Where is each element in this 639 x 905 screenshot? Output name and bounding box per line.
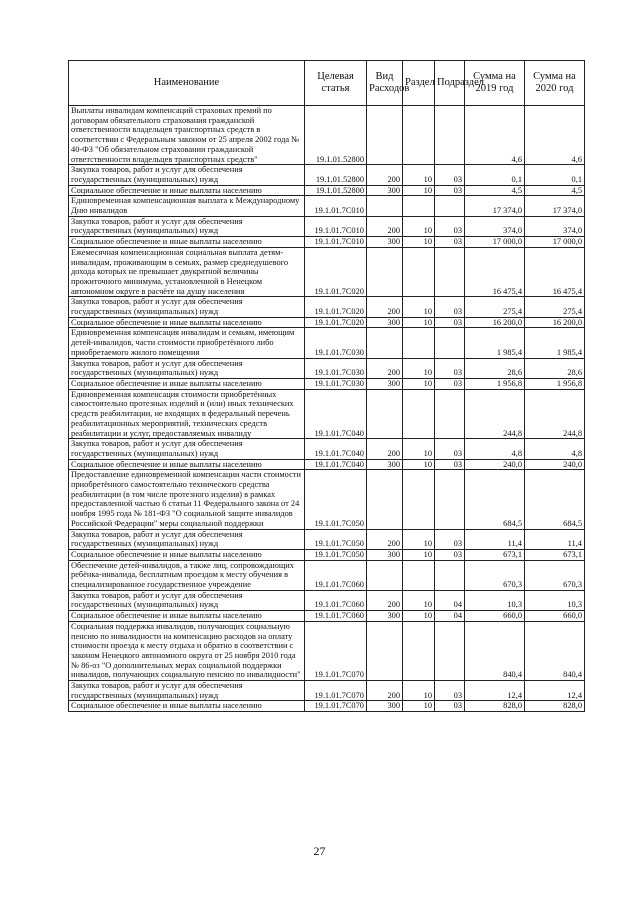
cell-sum-2019: 11,4	[465, 529, 525, 549]
cell-target: 19.1.01.7С020	[305, 247, 367, 297]
table-row	[69, 358, 585, 378]
cell-vid: 300	[367, 378, 403, 389]
cell-vid: 200	[367, 297, 403, 317]
cell-razdel: 10	[403, 317, 435, 328]
cell-sum-2020: 28,6	[525, 358, 585, 378]
cell-razdel: 10	[403, 237, 435, 248]
cell-name: Единовременная компенсация стоимости приобретённых самостоятельно протезных изделий и (или) иных технических средств реабилитации, не входящих в федеральный перечень реабилитационных мероприятий, технических средств реабилитации и услуг, предоставляемых инвалиду	[69, 389, 305, 439]
table-body	[69, 106, 585, 712]
cell-podrazdel: 04	[435, 611, 465, 622]
cell-vid: 300	[367, 611, 403, 622]
cell-podrazdel: 03	[435, 297, 465, 317]
cell-sum-2020: 684,5	[525, 470, 585, 529]
cell-target: 19.1.01.7С050	[305, 470, 367, 529]
cell-podrazdel: 03	[435, 681, 465, 701]
cell-name: Социальное обеспечение и иные выплаты населению	[69, 378, 305, 389]
cell-vid	[367, 247, 403, 297]
cell-podrazdel	[435, 389, 465, 439]
cell-podrazdel	[435, 328, 465, 358]
cell-name: Закупка товаров, работ и услуг для обеспечения государственных (муниципальных) нужд	[69, 681, 305, 701]
cell-name: Закупка товаров, работ и услуг для обеспечения государственных (муниципальных) нужд	[69, 165, 305, 185]
cell-vid: 300	[367, 185, 403, 196]
cell-razdel: 10	[403, 358, 435, 378]
cell-vid	[367, 106, 403, 165]
table-row	[69, 470, 585, 529]
table-row	[69, 549, 585, 560]
cell-razdel	[403, 247, 435, 297]
cell-sum-2019: 244,8	[465, 389, 525, 439]
cell-razdel: 10	[403, 529, 435, 549]
header-name: Наименование	[69, 61, 305, 106]
cell-target: 19.1.01.7С030	[305, 328, 367, 358]
header-vid: Вид Расходов	[367, 61, 403, 106]
cell-vid: 300	[367, 317, 403, 328]
cell-target: 19.1.01.7С070	[305, 701, 367, 712]
cell-razdel: 10	[403, 185, 435, 196]
cell-razdel: 10	[403, 459, 435, 470]
cell-vid: 200	[367, 681, 403, 701]
cell-sum-2019: 4,8	[465, 439, 525, 459]
cell-target: 19.1.01.52800	[305, 185, 367, 196]
cell-sum-2019: 240,0	[465, 459, 525, 470]
cell-sum-2020: 16 200,0	[525, 317, 585, 328]
table-row	[69, 560, 585, 590]
cell-target: 19.1.01.7С070	[305, 621, 367, 680]
cell-razdel	[403, 470, 435, 529]
cell-razdel	[403, 389, 435, 439]
cell-vid	[367, 389, 403, 439]
cell-razdel: 10	[403, 439, 435, 459]
cell-sum-2019: 16 475,4	[465, 247, 525, 297]
document-page	[68, 60, 584, 712]
cell-razdel	[403, 328, 435, 358]
cell-target: 19.1.01.7С010	[305, 237, 367, 248]
cell-sum-2020: 240,0	[525, 459, 585, 470]
cell-target: 19.1.01.7С040	[305, 459, 367, 470]
table-row	[69, 328, 585, 358]
cell-sum-2020: 374,0	[525, 216, 585, 236]
cell-sum-2020: 4,8	[525, 439, 585, 459]
cell-razdel	[403, 106, 435, 165]
cell-target: 19.1.01.52800	[305, 106, 367, 165]
table-row	[69, 459, 585, 470]
cell-name: Социальное обеспечение и иные выплаты населению	[69, 185, 305, 196]
cell-vid: 300	[367, 549, 403, 560]
cell-sum-2019: 12,4	[465, 681, 525, 701]
cell-razdel: 10	[403, 297, 435, 317]
table-row	[69, 590, 585, 610]
cell-name: Социальное обеспечение и иные выплаты населению	[69, 237, 305, 248]
table-row	[69, 317, 585, 328]
cell-sum-2020: 1 956,8	[525, 378, 585, 389]
cell-name: Закупка товаров, работ и услуг для обеспечения государственных (муниципальных) нужд	[69, 216, 305, 236]
header-sum-2020: Сумма на 2020 год	[525, 61, 585, 106]
table-row	[69, 611, 585, 622]
cell-podrazdel	[435, 247, 465, 297]
cell-vid: 200	[367, 216, 403, 236]
cell-sum-2020: 4,6	[525, 106, 585, 165]
table-header-row	[69, 61, 585, 106]
budget-table	[68, 60, 585, 712]
cell-razdel: 10	[403, 378, 435, 389]
table-row	[69, 297, 585, 317]
cell-sum-2020: 10,3	[525, 590, 585, 610]
cell-podrazdel: 03	[435, 378, 465, 389]
cell-target: 19.1.01.7С060	[305, 560, 367, 590]
cell-target: 19.1.01.7С010	[305, 216, 367, 236]
cell-target: 19.1.01.7С030	[305, 378, 367, 389]
cell-target: 19.1.01.52800	[305, 165, 367, 185]
cell-target: 19.1.01.7С050	[305, 549, 367, 560]
table-row	[69, 378, 585, 389]
cell-sum-2019: 4,5	[465, 185, 525, 196]
cell-sum-2020: 17 374,0	[525, 196, 585, 216]
cell-name: Социальное обеспечение и иные выплаты населению	[69, 549, 305, 560]
cell-podrazdel: 03	[435, 358, 465, 378]
cell-razdel: 10	[403, 701, 435, 712]
cell-vid: 300	[367, 237, 403, 248]
table-row	[69, 621, 585, 680]
cell-vid	[367, 560, 403, 590]
cell-name: Единовременная компенсация инвалидам и семьям, имеющим детей-инвалидов, части стоимости приобретённого либо приобретаемого жилого помещения	[69, 328, 305, 358]
cell-razdel: 10	[403, 681, 435, 701]
cell-name: Закупка товаров, работ и услуг для обеспечения государственных (муниципальных) нужд	[69, 439, 305, 459]
cell-razdel	[403, 560, 435, 590]
cell-sum-2019: 17 374,0	[465, 196, 525, 216]
cell-vid: 300	[367, 701, 403, 712]
cell-sum-2020: 16 475,4	[525, 247, 585, 297]
cell-target: 19.1.01.7С030	[305, 358, 367, 378]
cell-razdel	[403, 621, 435, 680]
cell-vid: 200	[367, 165, 403, 185]
cell-podrazdel: 03	[435, 216, 465, 236]
cell-sum-2019: 28,6	[465, 358, 525, 378]
cell-name: Социальная поддержка инвалидов, получающих социальную пенсию по инвалидности на компенсацию расходов на оплату стоимости проезда к месту отдыха и обратно в соответствии с законом Ненецкого автономного округа от 25 ноября 2010 года № 86-оз "О дополнительных мерах социальной поддержки инвалидов, получающих социальную пенсию по инвалидности"	[69, 621, 305, 680]
cell-sum-2019: 670,3	[465, 560, 525, 590]
cell-name: Единовременная компенсационная выплата к Международному Дню инвалидов	[69, 196, 305, 216]
cell-podrazdel: 03	[435, 237, 465, 248]
table-row	[69, 529, 585, 549]
cell-sum-2019: 0,1	[465, 165, 525, 185]
cell-name: Социальное обеспечение и иные выплаты населению	[69, 611, 305, 622]
cell-sum-2020: 660,0	[525, 611, 585, 622]
cell-name: Закупка товаров, работ и услуг для обеспечения государственных (муниципальных) нужд	[69, 590, 305, 610]
cell-vid	[367, 621, 403, 680]
cell-razdel: 10	[403, 590, 435, 610]
cell-podrazdel: 03	[435, 439, 465, 459]
cell-podrazdel: 04	[435, 590, 465, 610]
cell-sum-2019: 4,6	[465, 106, 525, 165]
cell-podrazdel	[435, 106, 465, 165]
cell-razdel: 10	[403, 611, 435, 622]
cell-sum-2019: 660,0	[465, 611, 525, 622]
cell-sum-2019: 17 000,0	[465, 237, 525, 248]
cell-sum-2019: 16 200,0	[465, 317, 525, 328]
cell-sum-2020: 0,1	[525, 165, 585, 185]
cell-name: Социальное обеспечение и иные выплаты населению	[69, 701, 305, 712]
table-row	[69, 681, 585, 701]
cell-podrazdel: 03	[435, 529, 465, 549]
cell-target: 19.1.01.7С060	[305, 611, 367, 622]
table-row	[69, 247, 585, 297]
cell-sum-2019: 828,0	[465, 701, 525, 712]
cell-vid	[367, 470, 403, 529]
cell-sum-2020: 11,4	[525, 529, 585, 549]
cell-name: Закупка товаров, работ и услуг для обеспечения государственных (муниципальных) нужд	[69, 358, 305, 378]
header-razdel: Раздел	[403, 61, 435, 106]
cell-sum-2019: 374,0	[465, 216, 525, 236]
cell-vid	[367, 328, 403, 358]
cell-podrazdel: 03	[435, 701, 465, 712]
cell-vid: 200	[367, 439, 403, 459]
cell-sum-2020: 670,3	[525, 560, 585, 590]
cell-podrazdel	[435, 196, 465, 216]
cell-target: 19.1.01.7С020	[305, 297, 367, 317]
cell-sum-2020: 275,4	[525, 297, 585, 317]
cell-razdel: 10	[403, 165, 435, 185]
table-row	[69, 185, 585, 196]
cell-sum-2020: 17 000,0	[525, 237, 585, 248]
cell-vid: 200	[367, 590, 403, 610]
cell-target: 19.1.01.7С010	[305, 196, 367, 216]
cell-target: 19.1.01.7С050	[305, 529, 367, 549]
table-row	[69, 165, 585, 185]
cell-vid	[367, 196, 403, 216]
cell-sum-2020: 828,0	[525, 701, 585, 712]
header-target: Целевая статья	[305, 61, 367, 106]
header-podrazdel: Подраздел	[435, 61, 465, 106]
table-row	[69, 237, 585, 248]
cell-podrazdel: 03	[435, 165, 465, 185]
table-row	[69, 216, 585, 236]
cell-podrazdel	[435, 621, 465, 680]
cell-name: Предоставление единовременной компенсации части стоимости приобретённого самостоятельно технического средства реабилитации (в том числе протезного изделия) в рамках предоставленной частью 6 статьи 11 Федерального закона от 24 ноября 1995 года № 181-ФЗ "О социальной защите инвалидов Российской Федерации" меры социальной поддержки	[69, 470, 305, 529]
cell-podrazdel: 03	[435, 459, 465, 470]
cell-sum-2019: 684,5	[465, 470, 525, 529]
cell-vid: 300	[367, 459, 403, 470]
cell-podrazdel: 03	[435, 317, 465, 328]
header-sum-2019: Сумма на 2019 год	[465, 61, 525, 106]
cell-sum-2019: 1 956,8	[465, 378, 525, 389]
cell-vid: 200	[367, 358, 403, 378]
cell-sum-2019: 840,4	[465, 621, 525, 680]
cell-name: Ежемесячная компенсационная социальная выплата детям-инвалидам, проживающим в семьях, размер среднедушевого дохода которых не превышает двукратной величины прожиточного минимума, установленной в Ненецком автономном округе в расчёте на душу населения	[69, 247, 305, 297]
table-row	[69, 106, 585, 165]
cell-sum-2019: 275,4	[465, 297, 525, 317]
cell-sum-2020: 4,5	[525, 185, 585, 196]
cell-name: Выплаты инвалидам компенсаций страховых премий по договорам обязательного страхования гражданской ответственности владельцев транспортных средств в соответствии с Федеральным законом от 25 апреля 2002 года № 40-ФЗ "Об обязательном страховании гражданской ответственности владельцев транспортных средств"	[69, 106, 305, 165]
cell-razdel: 10	[403, 549, 435, 560]
cell-target: 19.1.01.7С040	[305, 439, 367, 459]
cell-sum-2019: 1 985,4	[465, 328, 525, 358]
cell-podrazdel	[435, 470, 465, 529]
cell-sum-2020: 1 985,4	[525, 328, 585, 358]
cell-vid: 200	[367, 529, 403, 549]
cell-podrazdel: 03	[435, 549, 465, 560]
cell-sum-2020: 840,4	[525, 621, 585, 680]
cell-sum-2019: 10,3	[465, 590, 525, 610]
cell-name: Обеспечение детей-инвалидов, а также лиц, сопровождающих ребёнка-инвалида, бесплатным проездом к месту обучения в специализированное государственное учреждение	[69, 560, 305, 590]
page-number: 27	[313, 844, 326, 858]
cell-podrazdel	[435, 560, 465, 590]
cell-sum-2020: 12,4	[525, 681, 585, 701]
cell-razdel: 10	[403, 216, 435, 236]
cell-name: Закупка товаров, работ и услуг для обеспечения государственных (муниципальных) нужд	[69, 529, 305, 549]
cell-target: 19.1.01.7С020	[305, 317, 367, 328]
cell-target: 19.1.01.7С070	[305, 681, 367, 701]
table-row	[69, 439, 585, 459]
cell-name: Социальное обеспечение и иные выплаты населению	[69, 459, 305, 470]
cell-target: 19.1.01.7С040	[305, 389, 367, 439]
cell-sum-2020: 673,1	[525, 549, 585, 560]
cell-sum-2019: 673,1	[465, 549, 525, 560]
table-row	[69, 389, 585, 439]
table-row	[69, 701, 585, 712]
cell-target: 19.1.01.7С060	[305, 590, 367, 610]
cell-name: Социальное обеспечение и иные выплаты населению	[69, 317, 305, 328]
table-row	[69, 196, 585, 216]
cell-podrazdel: 03	[435, 185, 465, 196]
cell-razdel	[403, 196, 435, 216]
cell-sum-2020: 244,8	[525, 389, 585, 439]
cell-name: Закупка товаров, работ и услуг для обеспечения государственных (муниципальных) нужд	[69, 297, 305, 317]
